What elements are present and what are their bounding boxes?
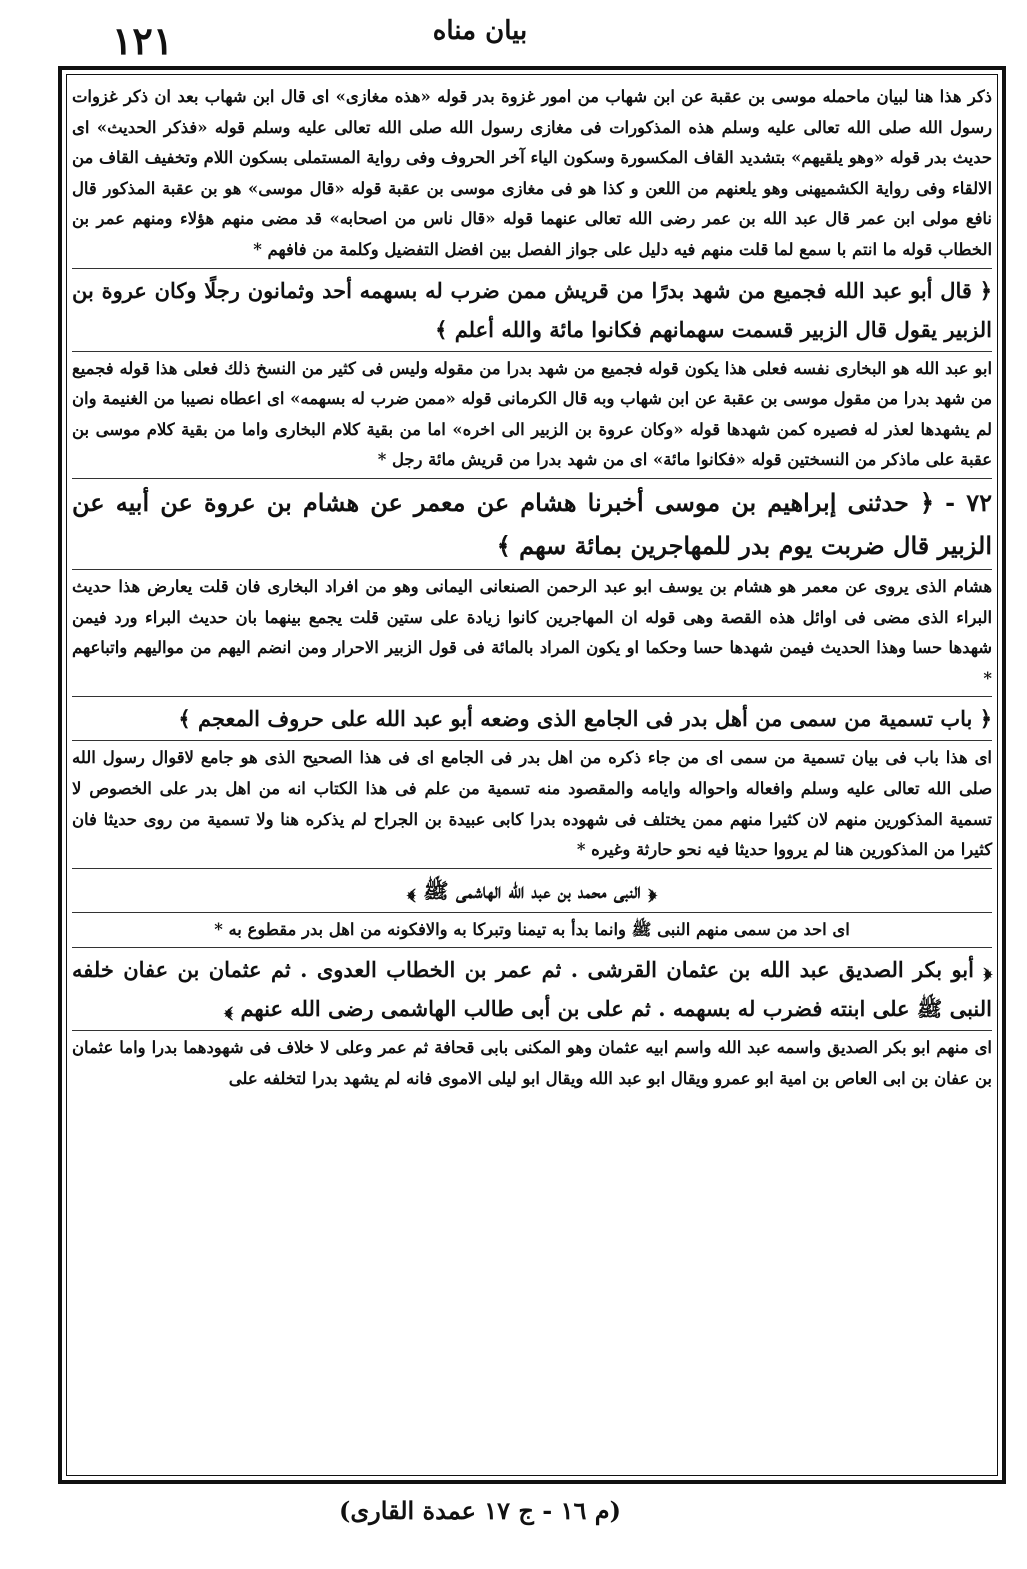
hadith-text: ﴿ باب تسمية من سمى من أهل بدر فى الجامع الذى وضعه أبو عبد الله على حروف المعجم ﴾ (72, 696, 992, 741)
page-number: ١٢١ (112, 18, 174, 63)
hadith-text: ﴿ أبو بكر الصديق عبد الله بن عثمان القرشى . ثم عمر بن الخطاب العدوى . ثم عثمان بن عفان خلفه النبى ﷺ على ابنته فضرب له بسهمه . ثم على بن أبى طالب الهاشمى رضى الله عنهم ﴾ (72, 947, 992, 1031)
commentary-paragraph: اى منهم ابو بكر الصديق واسمه عبد الله واسم ابيه عثمان وهو المكنى بابى قحافة ثم عمر وعلى لا خلاف فى شهودهما بدرا واما عثمان بن عفان بن ابى العاص بن امية ابو عمرو ويقال ابو عبد الله ويقال ابو ليلى الاموى فانه لم يشهد بدرا لتخلفه على (72, 1038, 992, 1088)
commentary-paragraph: اى احد من سمى منهم النبى ﷺ وانما بدأ به تيمنا وتبركا به والافكونه من اهل بدر مقطوع به * (214, 919, 850, 939)
text-frame (58, 66, 1006, 1484)
hadith-text: ﴿ قال أبو عبد الله فجميع من شهد بدرًا من قريش ممن ضرب له بسهمه أحد وثمانون رجلًا وكان عروة بن الزبير يقول قال الزبير قسمت سهمانهم فكانوا مائة والله أعلم ﴾ (72, 268, 992, 352)
commentary-paragraph: ذكر هذا هنا لبيان ماحمله موسى بن عقبة عن ابن شهاب من امور غزوة بدر قوله «هذه مغازى» اى قال ابن شهاب بعد ان ذكر غزوات رسول الله صلى الله تعالى عليه وسلم هذه المذكورات فى مغازى رسول الله صلى الله تعالى عليه وسلم قوله «فذكر الحديث» اى حديث بدر قوله «وهو يلقيهم» بتشديد القاف المكسورة وسكون الياء آخر الحروف وفى رواية المستملى بسكون اللام وتخفيف القاف من الالقاء وفى رواية الكشميهنى وهو يلعنهم من اللعن و كذا هو فى مغازى موسى بن عقبة قوله «قال موسى» هو بن عقبة المذكور قال نافع مولى ابن عمر قال عبد الله بن عمر رضى الله تعالى عنهما قوله «قال ناس من اصحابه» قد مضى منهم هؤلاء ومنهم عمر بن الخطاب قوله ما انتم با سمع لما قلت منهم فيه دليل على جواز الفصل بين افضل التفضيل وكلمة من فافهم * (72, 87, 992, 259)
commentary-paragraph: ابو عبد الله هو البخارى نفسه فعلى هذا يكون قوله فجميع من شهد بدرا من مقوله وليس فى كثير من النسخ ذلك فعلى هذا قوله فجميع من شهد بدرا من مقول موسى بن عقبة عن ابن شهاب وبه قال الكرمانى قوله «ممن ضرب له بسهمه» اى اعطاه نصيبا من الغنيمة وان لم يشهدها لعذر له فصيره كمن شهدها قوله «وكان عروة بن الزبير الى اخره» اما من بقية كلام البخارى واما من بقية كلام موسى بن عقبة على ماذكر من النسختين قوله «فكانوا مائة» اى من شهد بدرا من قريش مائة رجل * (72, 358, 992, 470)
signature-line: (م ١٦ - ج ١٧ عمدة القارى) (339, 1496, 621, 1525)
page-content (72, 82, 992, 1472)
running-title: بيان مناه (432, 16, 528, 46)
hadith-text: ﴿ النبى محمد بن عبد الله الهاشمى ﷺ ﴾ (72, 868, 992, 913)
hadith-text: ٧٢ - ﴿ حدثنى إبراهيم بن موسى أخبرنا هشام عن معمر عن هشام بن عروة عن أبيه عن الزبير قال ضربت يوم بدر للمهاجرين بمائة سهم ﴾ (72, 478, 992, 570)
commentary-paragraph: هشام الذى يروى عن معمر هو هشام بن يوسف ابو عبد الرحمن الصنعانى اليمانى وهو من افراد البخارى فان قلت يعارض هذا حديث البراء الذى مضى فى اوائل هذه القصة وهى قوله ان المهاجرين كانوا زيادة على ستين قلت يجمع بينهما بان حديث البراء ورد فيمن شهدها حسا وهذا الحديث فيمن شهدها حسا وحكما او يكون المراد بالمائة فى قول الزبير الاحرار ومن انضم اليهم من مواليهم واتباعهم * (72, 576, 993, 688)
commentary-paragraph: اى هذا باب فى بيان تسمية من سمى اى من جاء ذكره من اهل بدر فى الجامع اى فى هذا الصحيح الذى هو جامع لاقوال رسول الله صلى الله تعالى عليه وسلم وافعاله واحواله وايامه والمقصود منه تسمية من علم فى هذا الكتاب انه من اهل بدر على الخصوص لا تسمية المذكورين منهم لان كثيرا منهم ممن يختلف فى شهوده بدرا كابى عبيدة بن الجراح لم يذكره هنا ولا تسمية من روى حديثا فان كثيرا من المذكورين هنا لم يرووا حديثا فيه نحو حارثة وغيره * (72, 748, 992, 860)
